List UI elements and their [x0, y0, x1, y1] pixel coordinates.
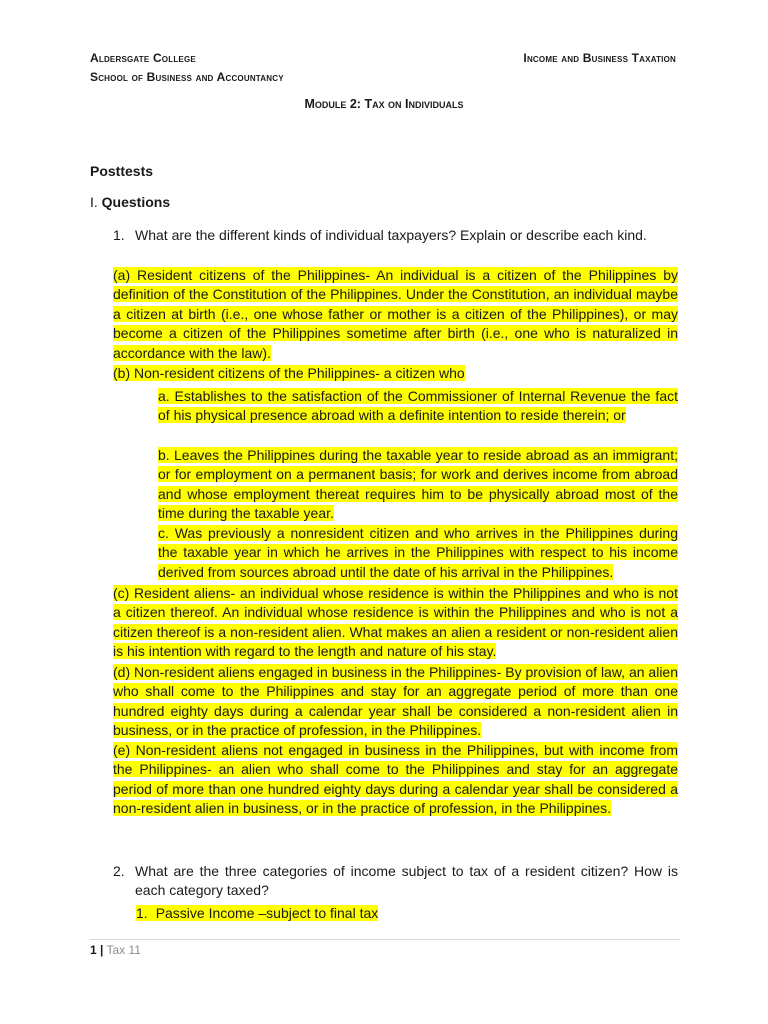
- answer-1d: [113, 663, 678, 741]
- answer-1b-b-text: b. Leaves the Philippines during the taxable year to reside abroad as an immigrant; or for employment on a permanent basis; for work and derives income from abroad and whose employment thereat requires him to be physically abroad most of the time during the taxable year.: [158, 447, 678, 522]
- question-2-text: What are the three categories of income subject to tax of a resident citizen? How is each category taxed?: [135, 863, 678, 899]
- footer-label: Tax 11: [106, 943, 141, 957]
- answer-1b-c-text: c. Was previously a nonresident citizen and who arrives in the Philippines during the taxable year in which he arrives in the Philippines with respect to his income derived from sources abroad until the date of his arrival in the Philippines.: [158, 525, 678, 580]
- page-number: 1: [90, 943, 97, 957]
- part-label: Questions: [101, 194, 171, 210]
- page-footer: [90, 943, 141, 957]
- answer-1b-text: (b) Non-resident citizens of the Philippines- a citizen who: [113, 365, 465, 381]
- header-course: Income and Business Taxation: [523, 51, 676, 65]
- question-1-number: 1.: [113, 227, 125, 243]
- header-college: Aldersgate College: [90, 51, 196, 65]
- answer-1e-text: (e) Non-resident aliens not engaged in business in the Philippines, but with income from the Philippines- an alien who shall come to the Philippines and stay for an aggregate period of more than one hundred eighty days during a calendar year shall be considered a non-resident alien in business, or in the practice of profession, in the Philippines.: [113, 742, 678, 817]
- answer-1a: [113, 266, 678, 363]
- part-heading: [90, 194, 170, 210]
- answer-2-item-1: [136, 905, 378, 921]
- answer-1a-text: (a) Resident citizens of the Philippines- An individual is a citizen of the Philippines by definition of the Constitution of the Philippines. Under the Constitution, an individual maybe a citizen at birth (i.e., one whose father or mother is a citizen of the Philippines), or may become a citizen of the Philippines sometime after birth (i.e., one who is naturalized in accordance with the law).: [113, 267, 678, 361]
- footer-divider: [90, 939, 680, 940]
- header-school: School of Business and Accountancy: [90, 70, 284, 84]
- answer-1d-text: (d) Non-resident aliens engaged in business in the Philippines- By provision of law, an alien who shall come to the Philippines and stay for an aggregate period of more than one hundred eighty days during a calendar year shall be considered a non-resident alien in business, or in the practice of profession, in the Philippines.: [113, 664, 678, 739]
- answer-1b-a: [136, 387, 678, 426]
- answer-1e: [113, 741, 678, 819]
- module-title: Module 2: Tax on Individuals: [304, 97, 464, 111]
- question-2: [113, 862, 678, 901]
- footer-separator: |: [100, 943, 104, 957]
- answer-2-item-1-text: Passive Income –subject to final tax: [155, 905, 379, 921]
- question-1: [113, 226, 678, 245]
- answer-1c: [113, 584, 678, 662]
- answer-1b-c: [136, 524, 678, 582]
- question-1-text: What are the different kinds of individual taxpayers? Explain or describe each kind.: [135, 227, 647, 243]
- part-roman: I.: [90, 194, 98, 210]
- question-2-number: 2.: [113, 863, 125, 879]
- answer-1b-a-text: a. Establishes to the satisfaction of the Commissioner of Internal Revenue the fact of his physical presence abroad with a definite intention to reside therein; or: [158, 388, 678, 424]
- answer-2-item-1-number: 1.: [136, 905, 148, 921]
- answer-1b-b: [136, 446, 678, 524]
- section-title: Posttests: [90, 163, 154, 179]
- answer-1b: [113, 364, 678, 383]
- answer-1c-text: (c) Resident aliens- an individual whose residence is within the Philippines and who is not a citizen thereof. An individual whose residence is within the Philippines and who is not a citizen thereof is a non-resident alien. What makes an alien a resident or non-resident alien is his intention with regard to the length and nature of his stay.: [113, 585, 678, 660]
